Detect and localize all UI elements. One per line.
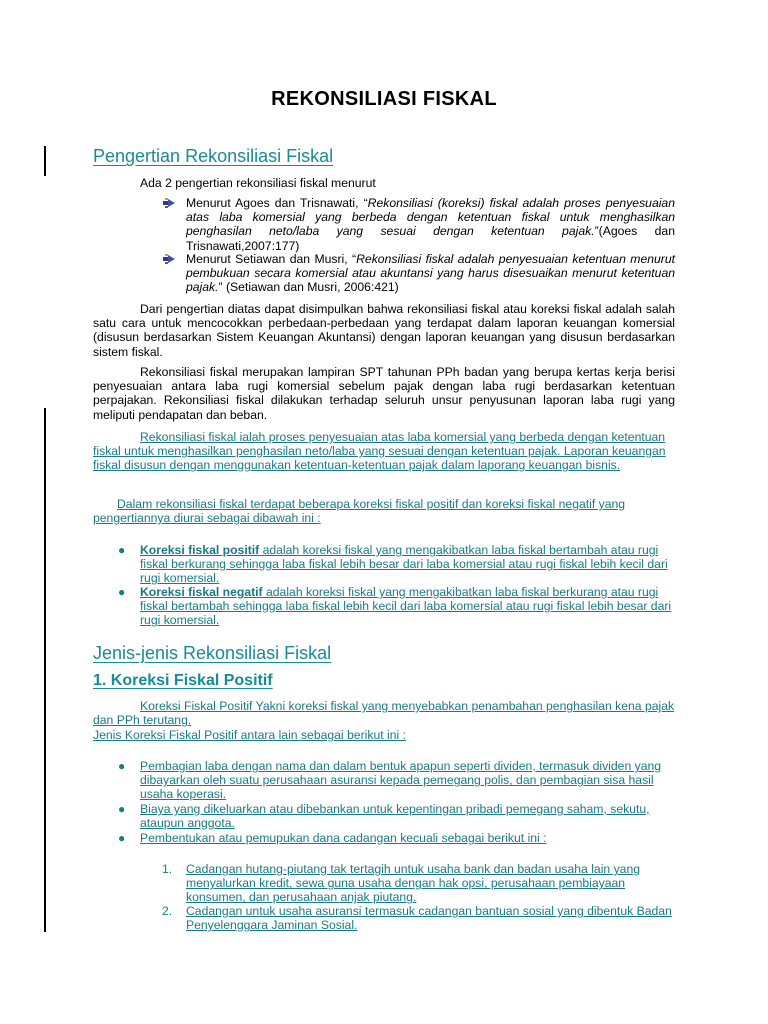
bullet-pembagian-laba[interactable]: Pembagian laba dengan nama dan dalam bentuk apapun seperti dividen, termasuk dividen yang dibayarkan oleh suatu perusahaan asuransi kepada pemegang polis, dan pembagian sisa hasil usaha koperasi. [140,759,662,802]
definition-2 [186,252,675,295]
page-title: REKONSILIASI FISKAL [271,88,497,110]
bullet-pembentukan[interactable]: Pembentukan atau pemupukan dana cadangan kecuali sebagai berikut ini : [140,831,547,845]
definition-1-cite: ”(Agoes dan Trisnawati,2007:177) [186,224,675,253]
term-koreksi-positif: Koreksi fiskal positif [140,543,260,557]
definition-1 [186,196,675,253]
intro-text: Ada 2 pengertian rekonsiliasi fiskal menurut [140,176,376,190]
link-paragraph-jenis[interactable]: Jenis Koreksi Fiskal Positif antara lain sebagai berikut ini : [93,728,406,742]
change-bar-top [44,146,46,176]
bullet-koreksi-positif[interactable] [140,543,675,586]
arrow-bullet-icon [163,198,177,208]
desc-koreksi-negatif: adalah koreksi fiskal yang mengakibatkan laba fiskal berkurang atau rugi fiskal bertambah sehingga laba fiskal lebih kecil dari laba komersial atau rugi fiskal lebih besar dari rugi komersial. [140,585,672,628]
definition-1-quote: Rekonsiliasi (koreksi) fiskal adalah proses penyesuaian atas laba komersial yang berbeda dengan ketentuan fiskal untuk menghasilkan penghasilan neto/laba yang sesuai dengan ketentuan pajak. [186,196,675,239]
subheading-koreksi-positif[interactable]: 1. Koreksi Fiskal Positif [93,672,273,689]
list-number: 2. [162,904,173,918]
bullet-dot-icon: ● [118,802,126,816]
section-heading-pengertian[interactable]: Pengertian Rekonsiliasi Fiskal [93,146,334,166]
bullet-dot-icon: ● [118,759,126,773]
section-heading-jenis[interactable]: Jenis-jenis Rekonsiliasi Fiskal [93,643,332,663]
bullet-koreksi-negatif[interactable] [140,585,675,628]
desc-koreksi-positif: adalah koreksi fiskal yang mengakibatkan laba fiskal bertambah atau rugi fiskal berkurang sehingga laba fiskal lebih besar dari laba komersial atau rugi fiskal lebih kecil dari rugi komersial. [140,543,668,586]
term-koreksi-negatif: Koreksi fiskal negatif [140,585,263,599]
change-bar-main [44,408,46,932]
arrow-bullet-icon [163,254,177,264]
list-number: 1. [162,862,173,876]
bullet-dot-icon: ● [118,831,126,845]
link-paragraph-definition[interactable]: Rekonsiliasi fiskal ialah proses penyesuaian atas laba komersial yang berbeda dengan ketentuan fiskal untuk menghasilkan penghasilan neto/laba yang sesuai dengan ketentuan pajak. Laporan keuangan fiskal disusun dengan menggunakan ketentuan-ketentuan pajak dalam laporang keuangan bisnis. [93,430,666,473]
bullet-biaya[interactable]: Biaya yang dikeluarkan atau dibebankan untuk kepentingan pribadi pemegang saham, sekutu, ataupun anggota. [140,802,650,831]
definition-2-lead: Menurut Setiawan dan Musri, “ [186,252,357,266]
definition-1-lead: Menurut Agoes dan Trisnawati, “ [186,196,368,210]
numbered-item-cadangan-piutang[interactable]: Cadangan hutang-piutang tak tertagih untuk usaha bank dan badan usaha lain yang menyalurkan kredit, sewa guna usaha dengan hak opsi, perusahaan pembiayaan konsumen, dan perusahaan anjak piutang. [186,862,641,905]
definition-2-quote: Rekonsiliasi fiskal adalah penyesuaian ketentuan menurut pembukuan secara komersial atau akuntansi yang harus disesuaikan menurut ketentuan pajak. [186,252,676,295]
bullet-dot-icon: ● [118,543,126,557]
paragraph-conclusion: Dari pengertian diatas dapat disimpulkan bahwa rekonsiliasi fiskal atau koreksi fiskal adalah salah satu cara untuk mencocokkan perbedaan-perbedaan yang terdapat dalam laporan keuangan komersial (disusun berdasarkan Sistem Keuangan Akuntansi) dengan laporan keuangan yang disusun berdasarkan sistem fiskal. [93,302,675,359]
link-paragraph-positif-def[interactable]: Koreksi Fiskal Positif Yakni koreksi fiskal yang menyebabkan penambahan penghasilan kena pajak dan PPh terutang. [93,699,675,728]
link-paragraph-koreksi[interactable]: Dalam rekonsiliasi fiskal terdapat beberapa koreksi fiskal positif dan koreksi fiskal negatif yang pengertiannya diurai sebagai dibawah ini : [93,497,626,526]
definition-2-cite: ” (Setiawan dan Musri, 2006:421) [218,280,399,295]
paragraph-spt: Rekonsiliasi fiskal merupakan lampiran SPT tahunan PPh badan yang berupa kertas kerja berisi penyesuaian antara laba rugi komersial sebelum pajak dengan laba rugi berdasarkan ketentuan perpajakan. Rekonsiliasi fiskal dilakukan terhadap seluruh unsur penyusunan laporan laba rugi yang meliputi pendapatan dan beban. [93,365,675,422]
numbered-item-cadangan-asuransi[interactable]: Cadangan untuk usaha asuransi termasuk cadangan bantuan sosial yang dibentuk Badan Penyelenggara Jaminan Sosial. [186,904,672,933]
bullet-dot-icon: ● [118,585,126,599]
